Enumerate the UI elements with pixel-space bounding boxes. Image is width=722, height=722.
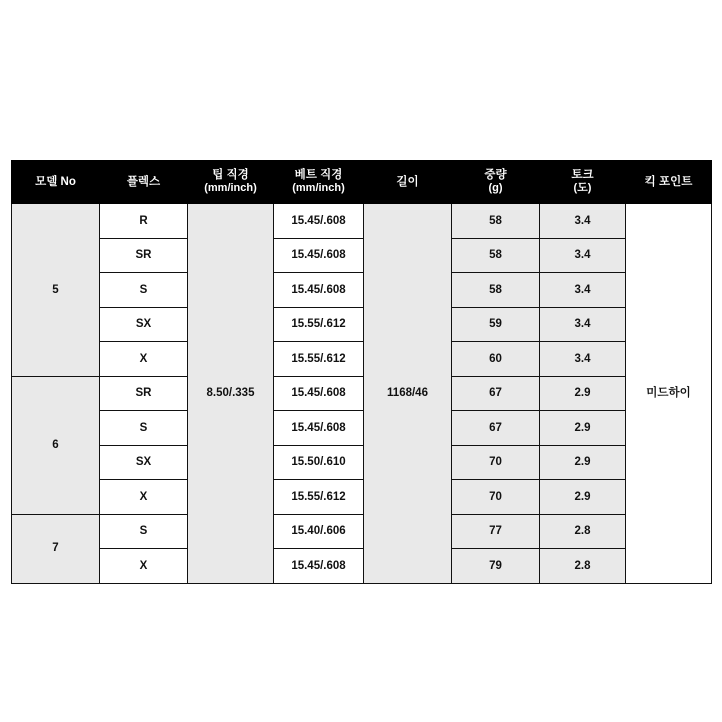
shaft-spec-table [11, 160, 712, 584]
cell-torque: 2.9 [540, 445, 626, 480]
cell-weight: 70 [452, 445, 540, 480]
cell-butt-diameter: 15.55/.612 [274, 342, 364, 377]
cell-length: 1168/46 [364, 204, 452, 584]
cell-model: 5 [12, 204, 100, 377]
header-kick-point [626, 161, 712, 204]
table-row [12, 514, 712, 549]
table-header [12, 161, 712, 204]
cell-butt-diameter: 15.45/.608 [274, 411, 364, 446]
header-torque [540, 161, 626, 204]
header-model [12, 161, 100, 204]
cell-weight: 70 [452, 480, 540, 515]
header-flex-label: 플렉스 [126, 175, 161, 188]
cell-butt-diameter: 15.40/.606 [274, 514, 364, 549]
cell-butt-diameter: 15.55/.612 [274, 307, 364, 342]
cell-torque: 2.8 [540, 549, 626, 584]
header-tip-label: 팁 직경 [212, 168, 249, 181]
cell-butt-diameter: 15.45/.608 [274, 376, 364, 411]
cell-weight: 60 [452, 342, 540, 377]
header-torque-sub: (도) [573, 182, 592, 195]
table-row [12, 445, 712, 480]
cell-flex: S [100, 514, 188, 549]
cell-torque: 2.9 [540, 480, 626, 515]
table-row [12, 238, 712, 273]
cell-weight: 77 [452, 514, 540, 549]
cell-weight: 59 [452, 307, 540, 342]
header-length [364, 161, 452, 204]
cell-butt-diameter: 15.45/.608 [274, 238, 364, 273]
header-weight [452, 161, 540, 204]
cell-butt-diameter: 15.50/.610 [274, 445, 364, 480]
table-row [12, 376, 712, 411]
table-row [12, 411, 712, 446]
cell-torque: 3.4 [540, 238, 626, 273]
cell-flex: S [100, 273, 188, 308]
cell-flex: SR [100, 376, 188, 411]
cell-weight: 67 [452, 376, 540, 411]
table-row [12, 480, 712, 515]
cell-flex: SX [100, 445, 188, 480]
cell-butt-diameter: 15.45/.608 [274, 549, 364, 584]
header-tip-sub: (mm/inch) [204, 182, 257, 195]
table-row [12, 307, 712, 342]
cell-torque: 3.4 [540, 307, 626, 342]
cell-flex: X [100, 480, 188, 515]
header-torque-label: 토크 [571, 168, 594, 181]
cell-torque: 3.4 [540, 273, 626, 308]
header-butt-diameter [274, 161, 364, 204]
cell-weight: 58 [452, 273, 540, 308]
header-butt-sub: (mm/inch) [292, 182, 345, 195]
cell-flex: R [100, 204, 188, 239]
cell-torque: 3.4 [540, 342, 626, 377]
cell-flex: SR [100, 238, 188, 273]
cell-torque: 3.4 [540, 204, 626, 239]
cell-weight: 67 [452, 411, 540, 446]
header-weight-sub: (g) [488, 182, 503, 195]
cell-tip-diameter: 8.50/.335 [188, 204, 274, 584]
cell-torque: 2.9 [540, 376, 626, 411]
table-row [12, 273, 712, 308]
cell-butt-diameter: 15.55/.612 [274, 480, 364, 515]
cell-flex: X [100, 342, 188, 377]
cell-weight: 58 [452, 238, 540, 273]
spec-table-container [11, 160, 711, 584]
table-row [12, 549, 712, 584]
cell-weight: 79 [452, 549, 540, 584]
header-flex [100, 161, 188, 204]
cell-model: 7 [12, 514, 100, 583]
cell-torque: 2.8 [540, 514, 626, 549]
cell-model: 6 [12, 376, 100, 514]
cell-kick-point: 미드하이 [626, 204, 712, 584]
header-weight-label: 중량 [484, 168, 507, 181]
header-kick-label: 킥 포인트 [644, 175, 693, 188]
cell-flex: S [100, 411, 188, 446]
header-butt-label: 베트 직경 [294, 168, 343, 181]
cell-torque: 2.9 [540, 411, 626, 446]
cell-flex: SX [100, 307, 188, 342]
cell-butt-diameter: 15.45/.608 [274, 273, 364, 308]
cell-butt-diameter: 15.45/.608 [274, 204, 364, 239]
header-length-label: 길이 [396, 175, 419, 188]
table-row [12, 204, 712, 239]
header-tip-diameter [188, 161, 274, 204]
cell-weight: 58 [452, 204, 540, 239]
cell-flex: X [100, 549, 188, 584]
table-row [12, 342, 712, 377]
table-header-row [12, 161, 712, 204]
table-body [12, 204, 712, 584]
header-model-label: 모델 No [35, 175, 76, 188]
